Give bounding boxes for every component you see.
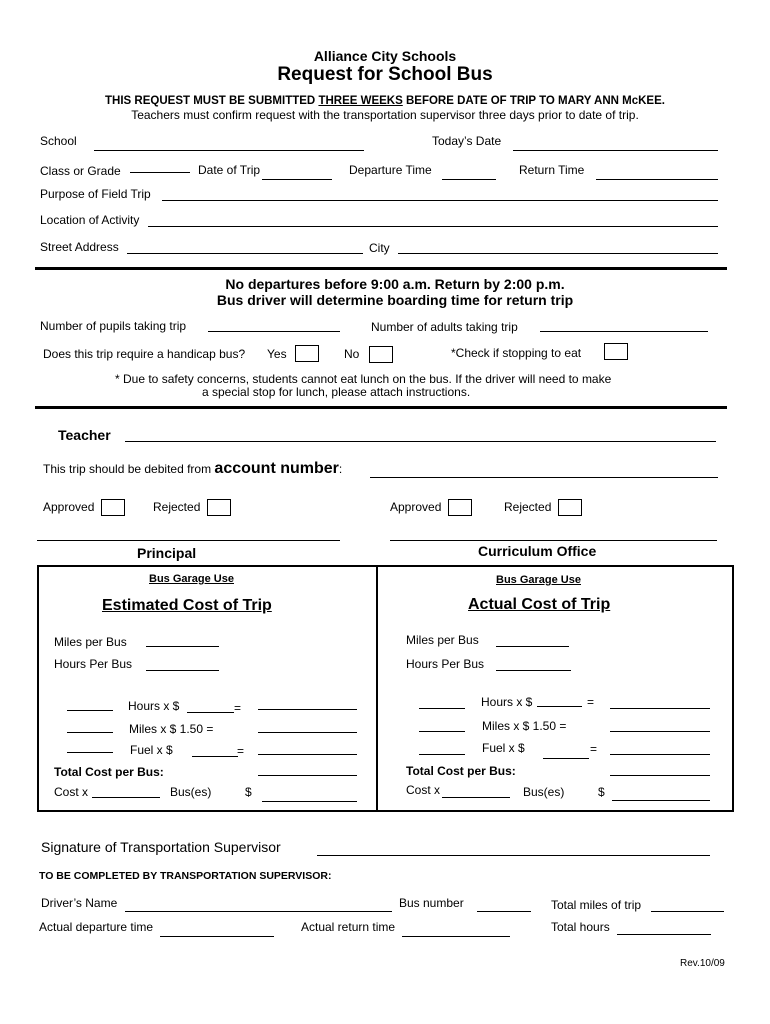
est-hours-rate-field[interactable] <box>187 712 234 713</box>
act-cost-x-label: Cost x <box>406 783 441 797</box>
curriculum-office-label: Curriculum Office <box>478 543 597 559</box>
act-hours-per-bus-label: Hours Per Bus <box>406 657 485 671</box>
class-grade-label: Class or Grade <box>40 164 121 178</box>
curriculum-approved-label: Approved <box>390 500 442 514</box>
bus-number-label: Bus number <box>399 896 464 910</box>
handicap-no-checkbox[interactable] <box>369 346 393 363</box>
act-hours-rate-field[interactable] <box>537 706 582 707</box>
pupils-field[interactable] <box>208 331 340 332</box>
est-miles-per-bus-field[interactable] <box>146 646 219 647</box>
principal-label: Principal <box>137 545 197 561</box>
safety-note-2: a special stop for lunch, please attach instructions. <box>202 385 471 399</box>
act-cost-x-field[interactable] <box>442 797 510 798</box>
est-cost-x-field[interactable] <box>92 797 160 798</box>
return-time-field[interactable] <box>596 179 718 180</box>
todays-date-label: Today’s Date <box>432 134 502 148</box>
actual-return-label: Actual return time <box>301 920 396 934</box>
supervisor-signature-label: Signature of Transportation Supervisor <box>41 839 281 855</box>
purpose-label: Purpose of Field Trip <box>40 187 151 201</box>
actual-cost-title: Actual Cost of Trip <box>468 596 611 613</box>
curriculum-approved-checkbox[interactable] <box>448 499 472 516</box>
adults-label: Number of adults taking trip <box>371 320 518 334</box>
to-be-completed-heading: TO BE COMPLETED BY TRANSPORTATION SUPERVISOR: <box>39 870 332 882</box>
departure-time-label: Departure Time <box>349 163 432 177</box>
date-of-trip-label: Date of Trip <box>198 163 261 177</box>
location-label: Location of Activity <box>40 213 140 227</box>
act-miles-total-field[interactable] <box>610 731 710 732</box>
stopping-to-eat-checkbox[interactable] <box>604 343 628 360</box>
principal-signature-line[interactable] <box>37 540 340 541</box>
act-hours-qty-field[interactable] <box>419 708 465 709</box>
act-buses-label: Bus(es) <box>523 785 565 799</box>
est-fuel-rate-field[interactable] <box>192 756 238 757</box>
confirm-notice: Teachers must confirm request with the transportation supervisor three days prior to date of trip. <box>131 108 639 122</box>
city-label: City <box>369 241 390 255</box>
act-total-cost-label: Total Cost per Bus: <box>406 764 516 778</box>
curriculum-signature-line[interactable] <box>390 540 717 541</box>
est-fuel-x-label: Fuel x $ <box>130 743 173 757</box>
act-miles-per-bus-field[interactable] <box>496 646 569 647</box>
handicap-no-label: No <box>344 347 360 361</box>
act-fuel-rate-field[interactable] <box>543 758 589 759</box>
est-hours-qty-field[interactable] <box>67 710 113 711</box>
school-label: School <box>40 134 77 148</box>
total-hours-label: Total hours <box>551 920 610 934</box>
handicap-question: Does this trip require a handicap bus? <box>43 347 246 361</box>
street-address-field[interactable] <box>127 253 363 254</box>
stopping-to-eat-label: *Check if stopping to eat <box>451 346 582 360</box>
actual-departure-field[interactable] <box>160 936 274 937</box>
drivers-name-field[interactable] <box>125 911 392 912</box>
bus-number-field[interactable] <box>477 911 531 912</box>
principal-rejected-checkbox[interactable] <box>207 499 231 516</box>
est-dollar-label: $ <box>245 785 252 799</box>
act-hours-eq: = <box>587 695 595 709</box>
total-miles-field[interactable] <box>651 911 724 912</box>
act-total-cost-field[interactable] <box>610 775 710 776</box>
return-time-label: Return Time <box>519 163 585 177</box>
act-fuel-eq: = <box>590 742 598 756</box>
todays-date-field[interactable] <box>513 150 718 151</box>
act-fuel-total-field[interactable] <box>610 754 710 755</box>
school-field[interactable] <box>94 150 364 151</box>
actual-garage-use: Bus Garage Use <box>496 574 581 586</box>
form-title: Request for School Bus <box>277 64 493 85</box>
teacher-label: Teacher <box>58 427 111 443</box>
est-miles-x-label: Miles x $ 1.50 = <box>129 722 214 736</box>
est-cost-x-label: Cost x <box>54 785 89 799</box>
actual-return-field[interactable] <box>402 936 510 937</box>
account-number-label: This trip should be debited from account number: <box>43 460 343 477</box>
actual-departure-label: Actual departure time <box>39 920 154 934</box>
act-fuel-qty-field[interactable] <box>419 754 465 755</box>
est-hours-eq: = <box>234 701 242 715</box>
est-fuel-eq: = <box>237 744 245 758</box>
handicap-yes-checkbox[interactable] <box>295 345 319 362</box>
estimated-cost-title: Estimated Cost of Trip <box>102 597 272 614</box>
act-miles-x-label: Miles x $ 1.50 = <box>482 719 567 733</box>
est-total-cost-label: Total Cost per Bus: <box>54 765 164 779</box>
supervisor-signature-field[interactable] <box>317 855 710 856</box>
street-address-label: Street Address <box>40 240 119 254</box>
est-total-cost-field[interactable] <box>258 775 357 776</box>
est-fuel-qty-field[interactable] <box>67 752 113 753</box>
drivers-name-label: Driver’s Name <box>41 896 118 910</box>
curriculum-rejected-checkbox[interactable] <box>558 499 582 516</box>
principal-approved-label: Approved <box>43 500 95 514</box>
est-buses-label: Bus(es) <box>170 785 212 799</box>
principal-approved-checkbox[interactable] <box>101 499 125 516</box>
teacher-field[interactable] <box>125 441 716 442</box>
est-miles-total-field[interactable] <box>258 732 357 733</box>
adults-field[interactable] <box>540 331 708 332</box>
act-hours-total-field[interactable] <box>610 708 710 709</box>
act-dollar-label: $ <box>598 785 605 799</box>
total-hours-field[interactable] <box>617 934 711 935</box>
curriculum-rejected-label: Rejected <box>504 500 552 514</box>
principal-rejected-label: Rejected <box>153 500 201 514</box>
estimated-garage-use: Bus Garage Use <box>149 573 234 585</box>
est-hours-per-bus-label: Hours Per Bus <box>54 657 133 671</box>
act-hours-x-label: Hours x $ <box>481 695 533 709</box>
account-number-field[interactable] <box>370 477 718 478</box>
section-divider <box>35 267 727 270</box>
district-name: Alliance City Schools <box>313 48 457 64</box>
section-divider <box>35 406 727 409</box>
location-field[interactable] <box>148 226 718 227</box>
date-of-trip-field[interactable] <box>262 179 332 180</box>
revision-label: Rev.10/09 <box>680 958 725 969</box>
act-fuel-x-label: Fuel x $ <box>482 741 525 755</box>
city-field[interactable] <box>398 253 718 254</box>
est-grand-total-field[interactable] <box>262 801 357 802</box>
rules-line-1: No departures before 9:00 a.m. Return by 2:00 p.m. <box>225 276 565 292</box>
handicap-yes-label: Yes <box>267 347 287 361</box>
total-miles-label: Total miles of trip <box>551 898 642 912</box>
est-hours-per-bus-field[interactable] <box>146 670 219 671</box>
est-fuel-total-field[interactable] <box>258 754 357 755</box>
class-grade-field[interactable] <box>130 172 190 173</box>
departure-time-field[interactable] <box>442 179 496 180</box>
act-miles-qty-field[interactable] <box>419 731 465 732</box>
pupils-label: Number of pupils taking trip <box>40 319 187 333</box>
act-grand-total-field[interactable] <box>612 800 710 801</box>
est-hours-total-field[interactable] <box>258 709 357 710</box>
est-miles-qty-field[interactable] <box>67 732 113 733</box>
submission-notice: THIS REQUEST MUST BE SUBMITTED THREE WEEKS BEFORE DATE OF TRIP TO MARY ANN McKEE. <box>105 95 665 107</box>
act-hours-per-bus-field[interactable] <box>496 670 571 671</box>
safety-note-1: * Due to safety concerns, students cannot eat lunch on the bus. If the driver will need to make <box>115 372 612 386</box>
act-miles-per-bus-label: Miles per Bus <box>406 633 479 647</box>
est-miles-per-bus-label: Miles per Bus <box>54 635 127 649</box>
rules-line-2: Bus driver will determine boarding time for return trip <box>216 292 574 308</box>
purpose-field[interactable] <box>162 200 718 201</box>
est-hours-x-label: Hours x $ <box>128 699 180 713</box>
